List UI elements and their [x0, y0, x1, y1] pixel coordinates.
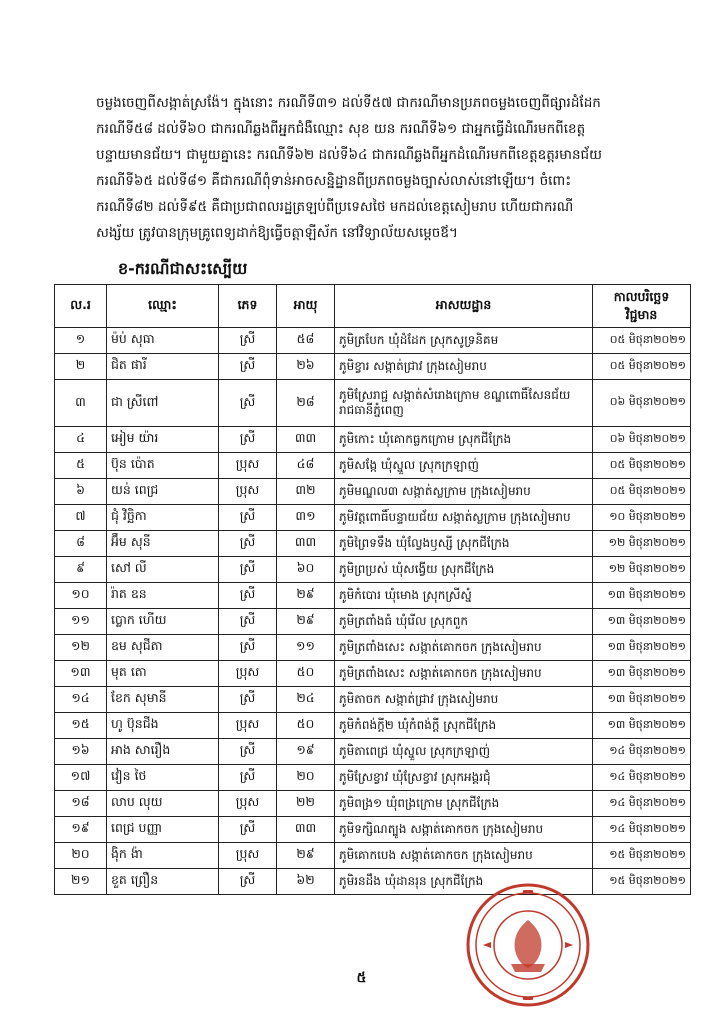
cell-date: ១៣ មិថុនា២០២១	[593, 713, 691, 739]
cell-no: ៤	[55, 427, 107, 453]
cell-sex: ស្រី	[219, 505, 277, 531]
cell-age: ៣៣	[277, 427, 335, 453]
cell-sex: ស្រី	[219, 354, 277, 380]
cell-age: ២២	[277, 791, 335, 817]
cell-no: ១០	[55, 583, 107, 609]
cell-no: ៨	[55, 531, 107, 557]
cell-age: ៣៣	[277, 817, 335, 843]
table-body	[55, 328, 691, 895]
table-row	[55, 739, 691, 765]
paragraph-line: ករណីទី៨២ ដល់ទី៩៥ គឺជាប្រជាពលរដ្ឋត្រឡប់ពីប្រទេសថៃ មកដល់ខេត្តសៀមរាប ហើយជាករណី	[96, 199, 574, 215]
cell-date: ០៥ មិថុនា២០២១	[593, 453, 691, 479]
table-row	[55, 328, 691, 354]
cell-date: ០៥ មិថុនា២០២១	[593, 328, 691, 354]
cell-address: ភូមិគោកបេង សង្កាត់គោកចក ក្រុងសៀមរាប	[335, 843, 593, 869]
table-row	[55, 557, 691, 583]
cell-sex: ប្រុស	[219, 713, 277, 739]
header-name: ឈ្មោះ	[107, 285, 219, 328]
cell-date: ១៤ មិថុនា២០២១	[593, 739, 691, 765]
cell-sex: ស្រី	[219, 380, 277, 427]
table-row	[55, 791, 691, 817]
cell-age: ៥០	[277, 713, 335, 739]
table-row	[55, 583, 691, 609]
paragraph-line: ករណីទី៥៨ ដល់ទី៦០ ជាករណីឆ្លងពីអ្នកជំងឺឈ្មោះ សុខ យន ករណីទី៦១ ជាអ្នកធ្វើដំណើរមកពីខេត្ត	[96, 121, 586, 137]
cell-age: ២៦	[277, 354, 335, 380]
header-sex: ភេទ	[219, 285, 277, 328]
cell-address: ភូមិត្រពាំងសេះ សង្កាត់គោកចក ក្រុងសៀមរាប	[335, 635, 593, 661]
table-row	[55, 505, 691, 531]
recovered-cases-table	[54, 284, 691, 895]
cell-address: ភូមិស្រែរាជ្ជ សង្កាត់សំរោងក្រោម ខណ្ឌពោធិ៍សែនជ័យ រាជធានីភ្នំពេញ	[335, 380, 593, 427]
cell-date: ១០ មិថុនា២០២១	[593, 505, 691, 531]
cell-name: អាង សារឿង	[107, 739, 219, 765]
table-row	[55, 661, 691, 687]
table-row	[55, 687, 691, 713]
cell-no: ៣	[55, 380, 107, 427]
paragraph-line: បន្ទាយមានជ័យ។ ជាមួយគ្នានេះ ករណីទី៦២ ដល់ទី៦៤ ជាករណីឆ្លងពីអ្នកដំណើរមកពីខេត្តឧត្តរមានជ័យ	[96, 147, 602, 163]
cell-address: ភូមិព្រៃទទឹង ឃុំល្វែងឫស្សី ស្រុកជីក្រែង	[335, 531, 593, 557]
cell-date: ១៣ មិថុនា២០២១	[593, 635, 691, 661]
cell-age: ៣១	[277, 505, 335, 531]
cell-address: ភូមិតាចក សង្កាត់ជ្រាវ ក្រុងសៀមរាប	[335, 687, 593, 713]
intro-paragraph	[96, 90, 686, 246]
cell-sex: ស្រី	[219, 328, 277, 354]
cell-name: ង៉ិក ង៉ា	[107, 843, 219, 869]
table-row	[55, 531, 691, 557]
table-header-row	[55, 285, 691, 328]
cell-sex: ស្រី	[219, 531, 277, 557]
cell-no: ១៨	[55, 791, 107, 817]
cell-name: សៅ លី	[107, 557, 219, 583]
cell-sex: ស្រី	[219, 583, 277, 609]
cell-age: ៥៨	[277, 328, 335, 354]
cell-sex: ស្រី	[219, 609, 277, 635]
cell-name: ជា ស្រីពៅ	[107, 380, 219, 427]
table-row	[55, 869, 691, 895]
table-row	[55, 609, 691, 635]
table-row	[55, 817, 691, 843]
cell-address: ភូមិស្រែខ្វាវ ឃុំស្រែខ្វាវ ស្រុកអង្គរជុំ	[335, 765, 593, 791]
cell-address: ភូមិត្របែក ឃុំដំដែក ស្រុកសូទ្រនិគម	[335, 328, 593, 354]
cell-age: ៦២	[277, 869, 335, 895]
cell-sex: ស្រី	[219, 739, 277, 765]
cell-name: ខួត ព្រឿន	[107, 869, 219, 895]
cell-name: យន់ ពេជ្រ	[107, 479, 219, 505]
cell-no: ៦	[55, 479, 107, 505]
cell-date: ០៦ មិថុនា២០២១	[593, 380, 691, 427]
page-number: ៥	[356, 970, 367, 986]
cell-age: ២៩	[277, 843, 335, 869]
cell-date: ១៣ មិថុនា២០២១	[593, 661, 691, 687]
cell-no: ១	[55, 328, 107, 354]
cell-sex: ប្រុស	[219, 791, 277, 817]
cell-name: មុត តោ	[107, 661, 219, 687]
cell-address: ភូមិខ្វារ សង្កាត់ជ្រាវ ក្រុងសៀមរាប	[335, 354, 593, 380]
cell-no: ៥	[55, 453, 107, 479]
cell-date: ១៤ មិថុនា២០២១	[593, 817, 691, 843]
cell-date: ១២ មិថុនា២០២១	[593, 531, 691, 557]
cell-age: ៣២	[277, 479, 335, 505]
cell-age: ៤៨	[277, 453, 335, 479]
cell-date: ១៤ មិថុនា២០២១	[593, 765, 691, 791]
paragraph-line: ចម្លងចេញពីសង្កាត់ស្រង៉ែ។ ក្នុងនោះ ករណីទី៣១ ដល់ទី៥៧ ជាករណីមានប្រភពចម្លងចេញពីផ្សារដំដែក	[96, 95, 601, 111]
cell-name: ហូ ប៊ុនជីង	[107, 713, 219, 739]
cell-address: ភូមិវត្តពោធិ៍បន្ទាយជ័យ សង្កាត់ស្លក្រាម ក្រុងសៀមរាប	[335, 505, 593, 531]
cell-sex: ស្រី	[219, 869, 277, 895]
table-row	[55, 765, 691, 791]
cell-name: រ៉ាត ឧន	[107, 583, 219, 609]
cell-address: ភូមិត្រពាំងសេះ សង្កាត់គោកចក ក្រុងសៀមរាប	[335, 661, 593, 687]
cell-no: ២១	[55, 869, 107, 895]
cell-age: ២៩	[277, 609, 335, 635]
cell-sex: ស្រី	[219, 427, 277, 453]
cell-sex: ប្រុស	[219, 843, 277, 869]
cell-date: ០៦ មិថុនា២០២១	[593, 427, 691, 453]
cell-age: ៥០	[277, 661, 335, 687]
cell-name: ពេជ្រ បញ្ញា	[107, 817, 219, 843]
cell-no: ១១	[55, 609, 107, 635]
cell-sex: ស្រី	[219, 765, 277, 791]
cell-date: ១៤ មិថុនា២០២១	[593, 791, 691, 817]
cell-no: ១៣	[55, 661, 107, 687]
cell-age: ២៨	[277, 380, 335, 427]
header-age: អាយុ	[277, 285, 335, 328]
cell-no: ១២	[55, 635, 107, 661]
table-row	[55, 713, 691, 739]
cell-sex: ស្រី	[219, 557, 277, 583]
cell-sex: ប្រុស	[219, 661, 277, 687]
table-row	[55, 843, 691, 869]
cell-date: ១៥ មិថុនា២០២១	[593, 843, 691, 869]
table-row	[55, 635, 691, 661]
cell-no: ១៦	[55, 739, 107, 765]
cell-name: អៀម យ៉ារ	[107, 427, 219, 453]
cell-name: វៀន ថៃ	[107, 765, 219, 791]
cell-address: ភូមិព្រប្រស់ ឃុំសង្វើយ ស្រុកជីក្រែង	[335, 557, 593, 583]
cell-age: ១៩	[277, 739, 335, 765]
cell-name: ជិត ផារី	[107, 354, 219, 380]
paragraph-line: ករណីទី៦៥ ដល់ទី៨១ គឺជាករណីពុំទាន់អាចសន្និដ្ឋានពីប្រភពចម្លងច្បាស់លាស់នៅឡើយ។ ចំពោះ	[96, 173, 572, 189]
cell-address: ភូមិកោះ ឃុំគោកធ្លកក្រោម ស្រុកជីក្រែង	[335, 427, 593, 453]
cell-name: ម៉ប់ សុធា	[107, 328, 219, 354]
table-row	[55, 427, 691, 453]
cell-no: ២	[55, 354, 107, 380]
cell-date: ១២ មិថុនា២០២១	[593, 557, 691, 583]
cell-name: ប៊ុន ប៉ោត	[107, 453, 219, 479]
cell-sex: ស្រី	[219, 687, 277, 713]
cell-age: ២០	[277, 765, 335, 791]
cell-address: ភូមិរនដឹង ឃុំដានរុន ស្រុកជីក្រែង	[335, 869, 593, 895]
cell-sex: ប្រុស	[219, 479, 277, 505]
cell-sex: ស្រី	[219, 817, 277, 843]
cell-address: ភូមិសង្កែ ឃុំស្នួល ស្រុកក្រឡាញ់	[335, 453, 593, 479]
cell-address: ភូមិកំពង់ក្តី២ ឃុំកំពង់ក្តី ស្រុកជីក្រែង	[335, 713, 593, 739]
cell-name: ខែក សុមានី	[107, 687, 219, 713]
cell-no: ១៧	[55, 765, 107, 791]
cell-address: ភូមិកំបោរ ឃុំមោង ស្រុកស្រីស្នំ	[335, 583, 593, 609]
header-date: កាលបរិច្ឆេទ វិជ្ជមាន	[593, 285, 691, 328]
cell-no: ៩	[55, 557, 107, 583]
cell-no: ១៥	[55, 713, 107, 739]
cell-address: ភូមិមណ្ឌល៣ សង្កាត់ស្លក្រាម ក្រុងសៀមរាប	[335, 479, 593, 505]
cell-name: អ៊ឹម សុនី	[107, 531, 219, 557]
cell-name: លាប លុយ	[107, 791, 219, 817]
cell-age: ៦០	[277, 557, 335, 583]
cell-address: ភូមិតាពេជ្រ ឃុំស្នួល ស្រុកក្រឡាញ់	[335, 739, 593, 765]
cell-age: ១១	[277, 635, 335, 661]
header-no: ល.រ	[55, 285, 107, 328]
cell-name: ឧម សុជីតា	[107, 635, 219, 661]
section-heading: ខ-ករណីជាសះស្បើយ	[118, 259, 248, 278]
paragraph-line: សង្ស័យ ត្រូវបានក្រុមគ្រូពេទ្យដាក់ឱ្យធ្វើចត្តាឡីស័ក នៅវិទ្យាល័យសម្តេចឪ។	[96, 225, 458, 241]
cell-address: ភូមិទក្សិណត្បូង សង្កាត់គោកចក ក្រុងសៀមរាប	[335, 817, 593, 843]
cell-sex: ស្រី	[219, 635, 277, 661]
cell-date: ១៣ មិថុនា២០២១	[593, 609, 691, 635]
cell-name: ប្លោក ហើយ	[107, 609, 219, 635]
official-seal-icon	[463, 880, 593, 1010]
cell-date: ១៣ មិថុនា២០២១	[593, 583, 691, 609]
table-row	[55, 354, 691, 380]
cell-date: ១៥ មិថុនា២០២១	[593, 869, 691, 895]
cell-date: ០៥ មិថុនា២០២១	[593, 479, 691, 505]
cell-sex: ប្រុស	[219, 453, 277, 479]
cell-no: ៧	[55, 505, 107, 531]
cell-age: ២៤	[277, 687, 335, 713]
cell-age: ៣៣	[277, 531, 335, 557]
cell-date: ១៣ មិថុនា២០២១	[593, 687, 691, 713]
header-address: អាសយដ្ឋាន	[335, 285, 593, 328]
cell-name: ជុំ វិច្ឆិកា	[107, 505, 219, 531]
cell-no: ១៩	[55, 817, 107, 843]
cell-address: ភូមិត្រពាំងធំ ឃុំរើល ស្រុកពួក	[335, 609, 593, 635]
cell-date: ០៥ មិថុនា២០២១	[593, 354, 691, 380]
cell-age: ២៩	[277, 583, 335, 609]
cell-address: ភូមិពង្រ១ ឃុំពង្រក្រោម ស្រុកជីក្រែង	[335, 791, 593, 817]
table-row	[55, 380, 691, 427]
table-row	[55, 479, 691, 505]
table-row	[55, 453, 691, 479]
cell-no: ២០	[55, 843, 107, 869]
cell-no: ១៤	[55, 687, 107, 713]
